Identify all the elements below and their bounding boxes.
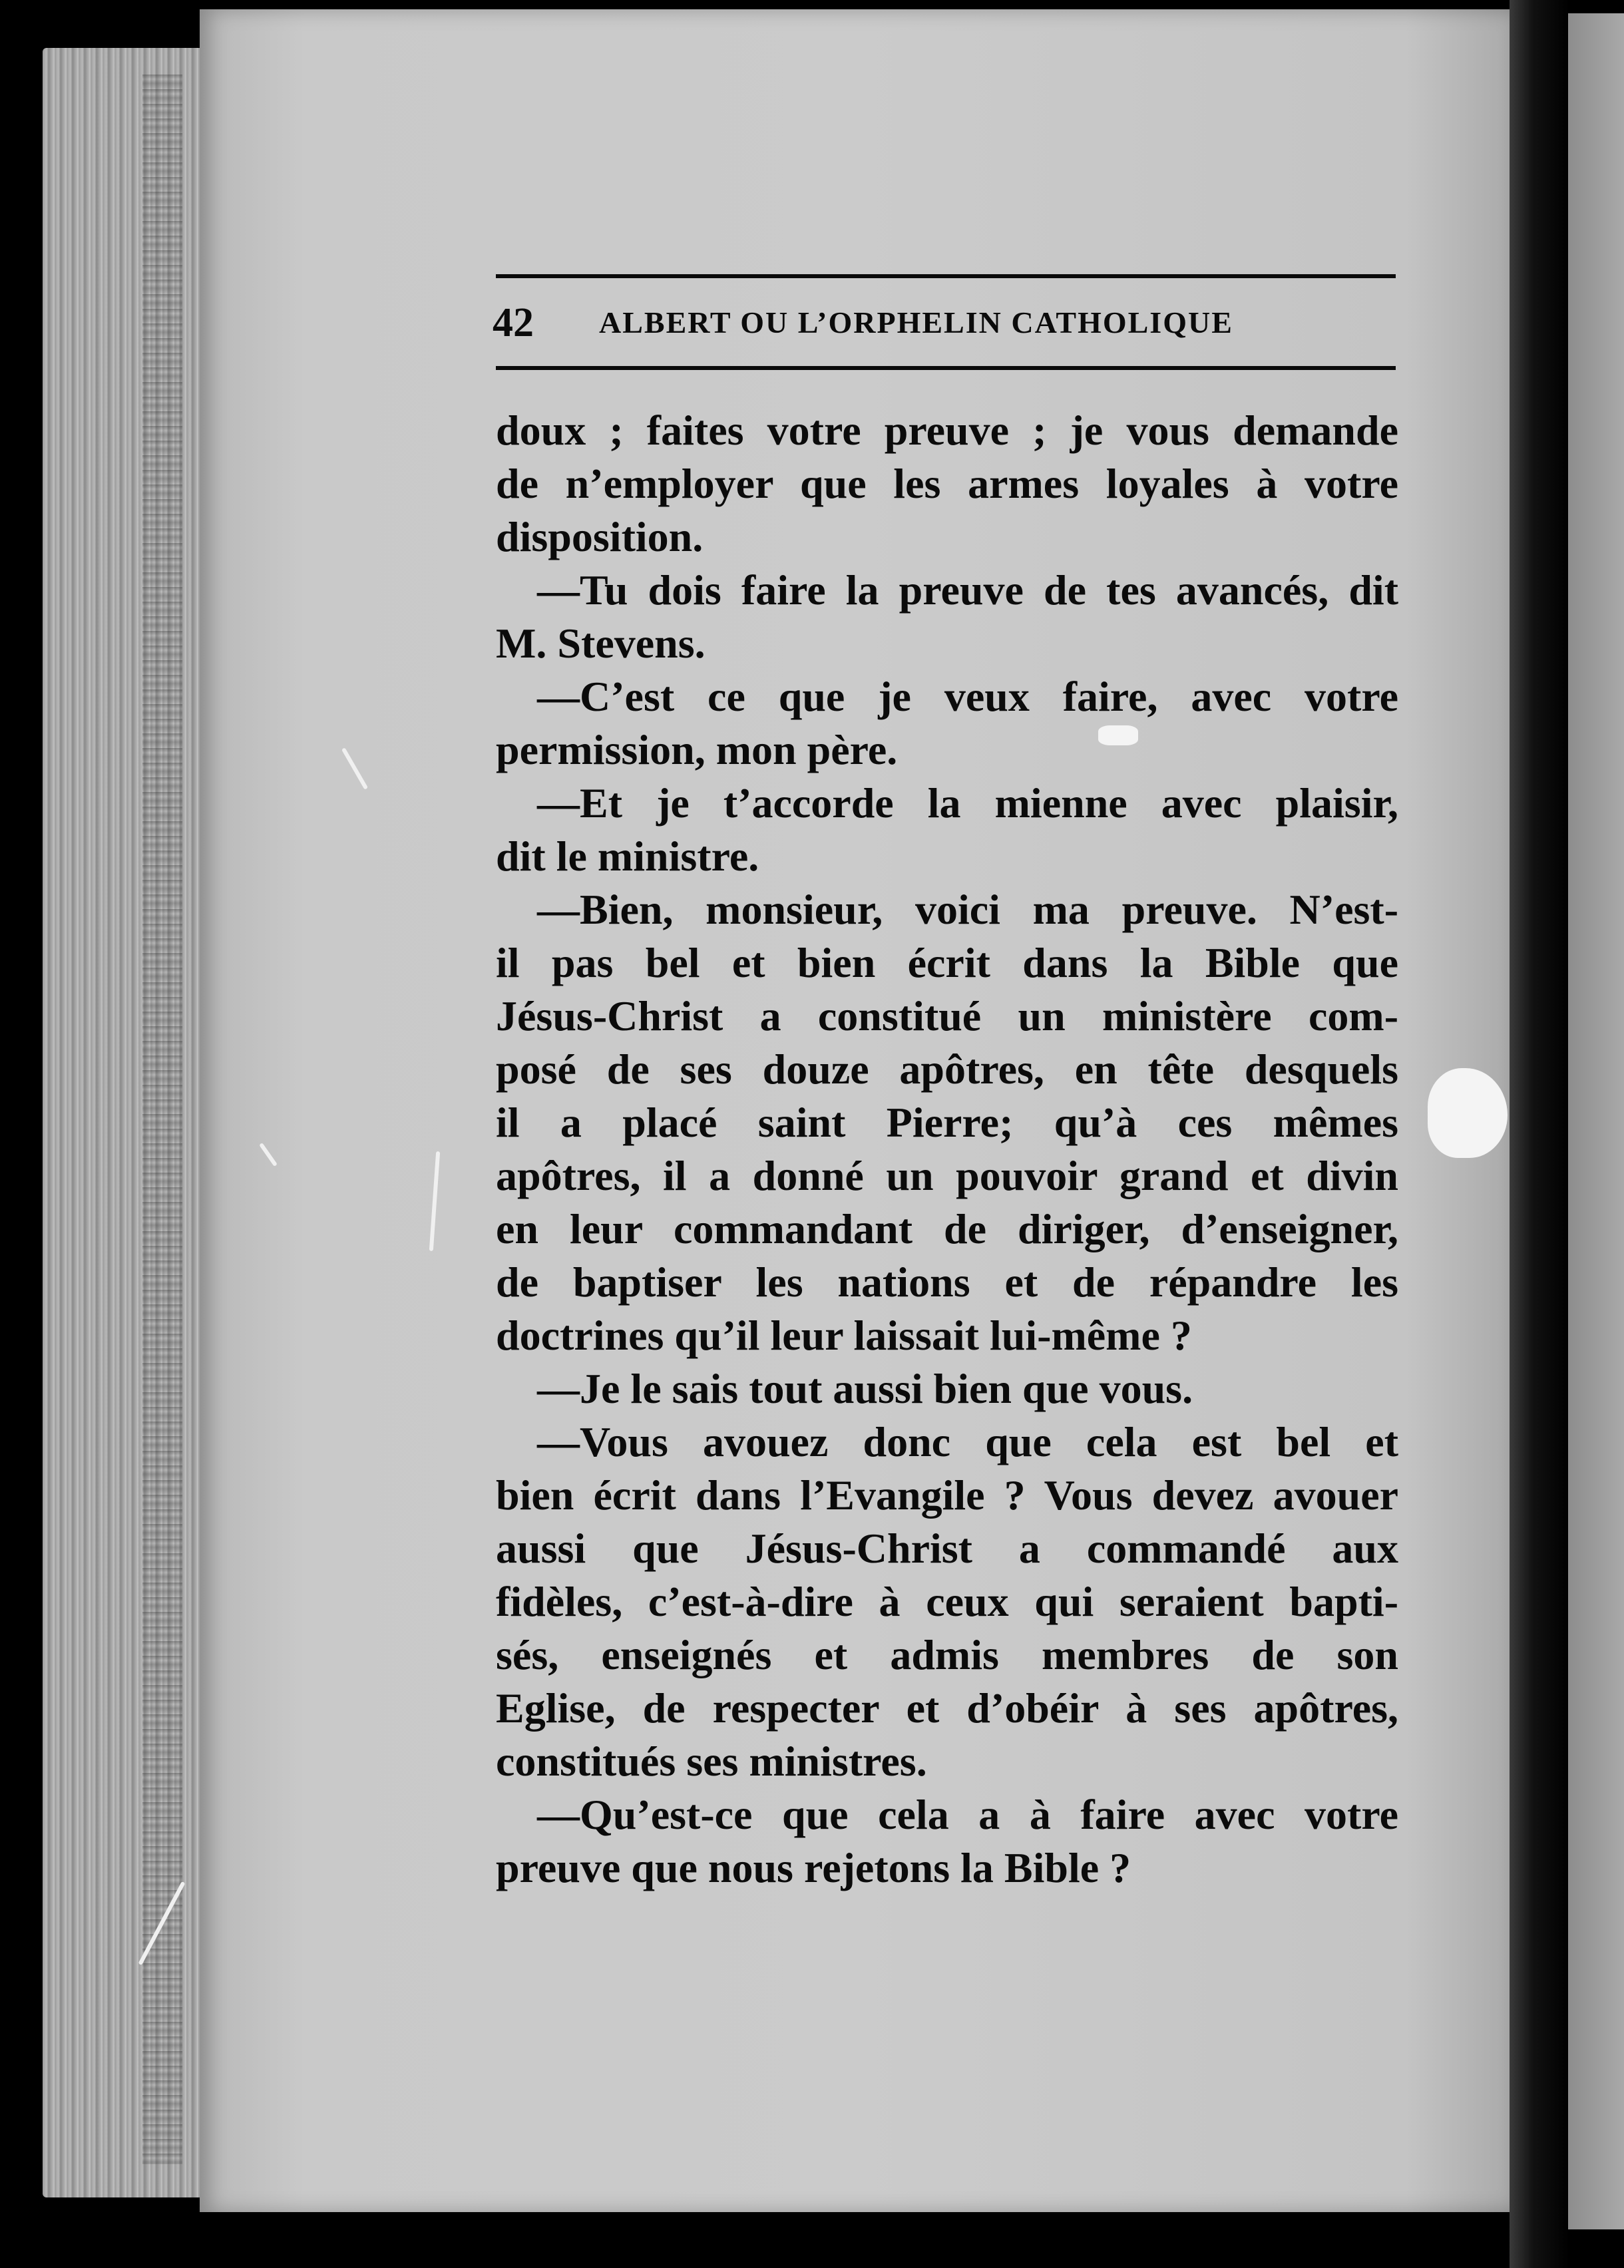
text-line: —Vous avouez donc que cela est bel et (537, 1418, 1398, 1465)
text-line: il pas bel et bien écrit dans la Bible que (496, 939, 1398, 986)
page-number: 42 (493, 300, 534, 345)
text-line: —C’est ce que je veux faire, avec votre (537, 673, 1398, 720)
header-rule-top (496, 274, 1396, 278)
text-line: aussi que Jésus-Christ a commandé aux (496, 1525, 1398, 1572)
running-head (493, 293, 1398, 353)
text-line: Eglise, de respecter et d’obéir à ses apôtres, (496, 1684, 1398, 1732)
text-line: —Bien, monsieur, voici ma preuve. N’est- (537, 886, 1398, 933)
text-line: Jésus-Christ a constitué un ministère com- (496, 992, 1398, 1040)
text-line: —Je le sais tout aussi bien que vous. (537, 1365, 1193, 1412)
text-line: M. Stevens. (496, 620, 706, 667)
book-page-edges (43, 48, 216, 2197)
text-line: en leur commandant de diriger, d’enseigner, (496, 1205, 1398, 1252)
text-line: apôtres, il a donné un pouvoir grand et divin (496, 1152, 1398, 1199)
body-text (496, 404, 1398, 1895)
scan-blemish (1428, 1068, 1508, 1158)
text-line: —Qu’est-ce que cela a à faire avec votre (537, 1791, 1398, 1838)
text-line: il a placé saint Pierre; qu’à ces mêmes (496, 1099, 1398, 1146)
text-line: constitués ses ministres. (496, 1738, 927, 1785)
text-line: dit le ministre. (496, 833, 759, 880)
text-line: permission, mon père. (496, 726, 898, 773)
next-page-edge (1568, 13, 1624, 2229)
text-line: preuve que nous rejetons la Bible ? (496, 1844, 1131, 1891)
text-line: —Et je t’accorde la mienne avec plaisir, (537, 779, 1398, 827)
text-line: posé de ses douze apôtres, en tête desquels (496, 1045, 1398, 1093)
text-line: doctrines qu’il leur laissait lui-même ? (496, 1312, 1192, 1359)
text-line: —Tu dois faire la preuve de tes avancés, dit (537, 566, 1398, 614)
text-line: sés, enseignés et admis membres de son (496, 1631, 1398, 1678)
text-line: de n’employer que les armes loyales à votre (496, 460, 1398, 507)
header-rule-bottom (496, 366, 1396, 370)
text-line: de baptiser les nations et de répandre les (496, 1258, 1398, 1306)
running-title: ALBERT OU L’ORPHELIN CATHOLIQUE (599, 305, 1233, 339)
book-gutter (1510, 0, 1569, 2268)
text-line: fidèles, c’est-à-dire à ceux qui seraient bapti- (496, 1578, 1398, 1625)
scan-blemish (1098, 725, 1138, 745)
text-line: disposition. (496, 513, 704, 560)
text-line: doux ; faites votre preuve ; je vous demande (496, 407, 1398, 454)
text-line: bien écrit dans l’Evangile ? Vous devez avouer (496, 1471, 1398, 1519)
